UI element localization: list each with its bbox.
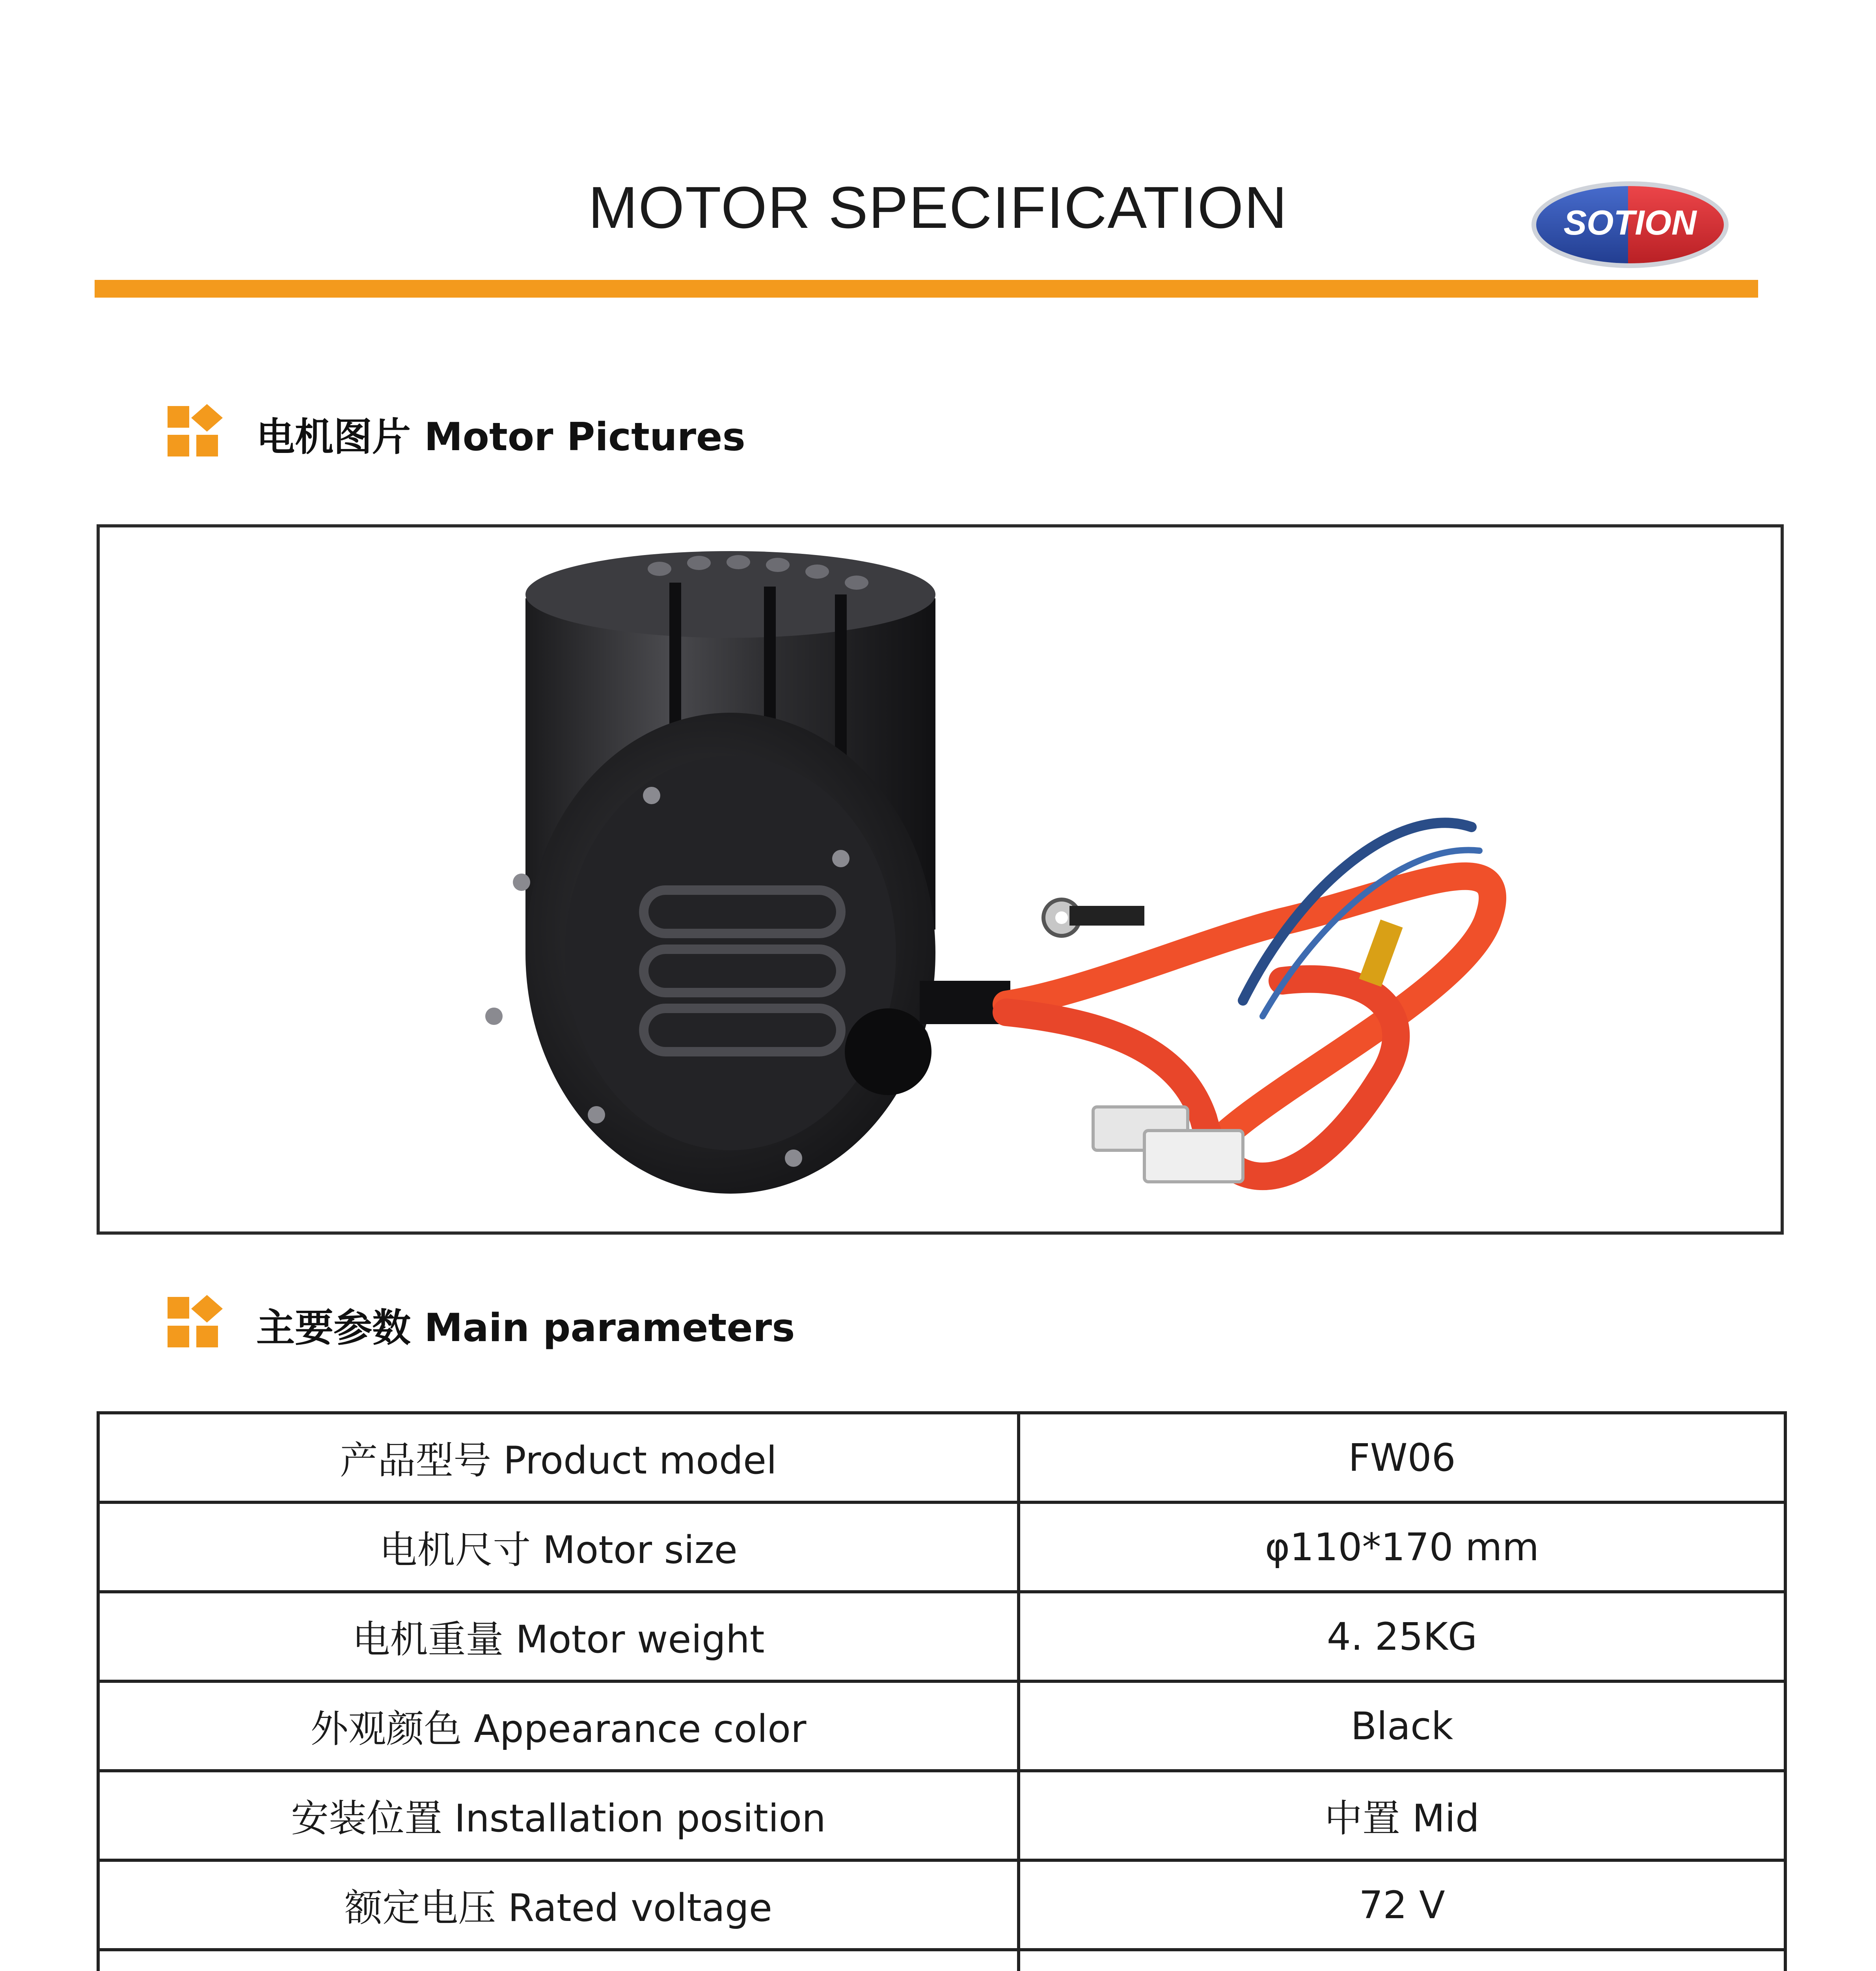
section-heading-pictures	[166, 402, 745, 465]
section-title-params: 主要参数 Main parameters	[256, 1305, 795, 1351]
param-value: 4. 25KG	[1019, 1592, 1785, 1681]
param-label	[98, 1950, 1019, 1971]
param-value: 中置 Mid	[1019, 1771, 1785, 1860]
top-divider-bar	[95, 280, 1758, 298]
logo-text: SOTION	[1563, 203, 1697, 242]
table-row	[98, 1502, 1785, 1592]
table-row	[98, 1681, 1785, 1771]
table-row	[98, 1771, 1785, 1860]
param-value: FW06	[1019, 1413, 1785, 1502]
motor-photo-frame	[97, 524, 1784, 1235]
param-label: 外观颜色 Appearance color	[98, 1681, 1019, 1771]
sotion-logo	[1529, 179, 1731, 270]
parameters-table	[97, 1411, 1787, 1971]
param-label: 安装位置 Installation position	[98, 1771, 1019, 1860]
param-value: φ110*170 mm	[1019, 1502, 1785, 1592]
section-bullet-icon	[166, 404, 225, 463]
param-label: 电机尺寸 Motor size	[98, 1502, 1019, 1592]
table-row	[98, 1950, 1785, 1971]
section-bullet-icon	[166, 1295, 225, 1354]
table-row	[98, 1860, 1785, 1950]
section-heading-params	[166, 1293, 795, 1356]
param-value	[1019, 1950, 1785, 1971]
table-row	[98, 1413, 1785, 1502]
param-value: Black	[1019, 1681, 1785, 1771]
param-label: 额定电压 Rated voltage	[98, 1860, 1019, 1950]
param-value: 72 V	[1019, 1860, 1785, 1950]
table-row	[98, 1592, 1785, 1681]
document-title: MOTOR SPECIFICATION	[588, 174, 1288, 240]
section-title-pictures: 电机图片 Motor Pictures	[256, 414, 745, 460]
motor-photo	[100, 527, 1781, 1231]
param-label: 电机重量 Motor weight	[98, 1592, 1019, 1681]
param-label: 产品型号 Product model	[98, 1413, 1019, 1502]
